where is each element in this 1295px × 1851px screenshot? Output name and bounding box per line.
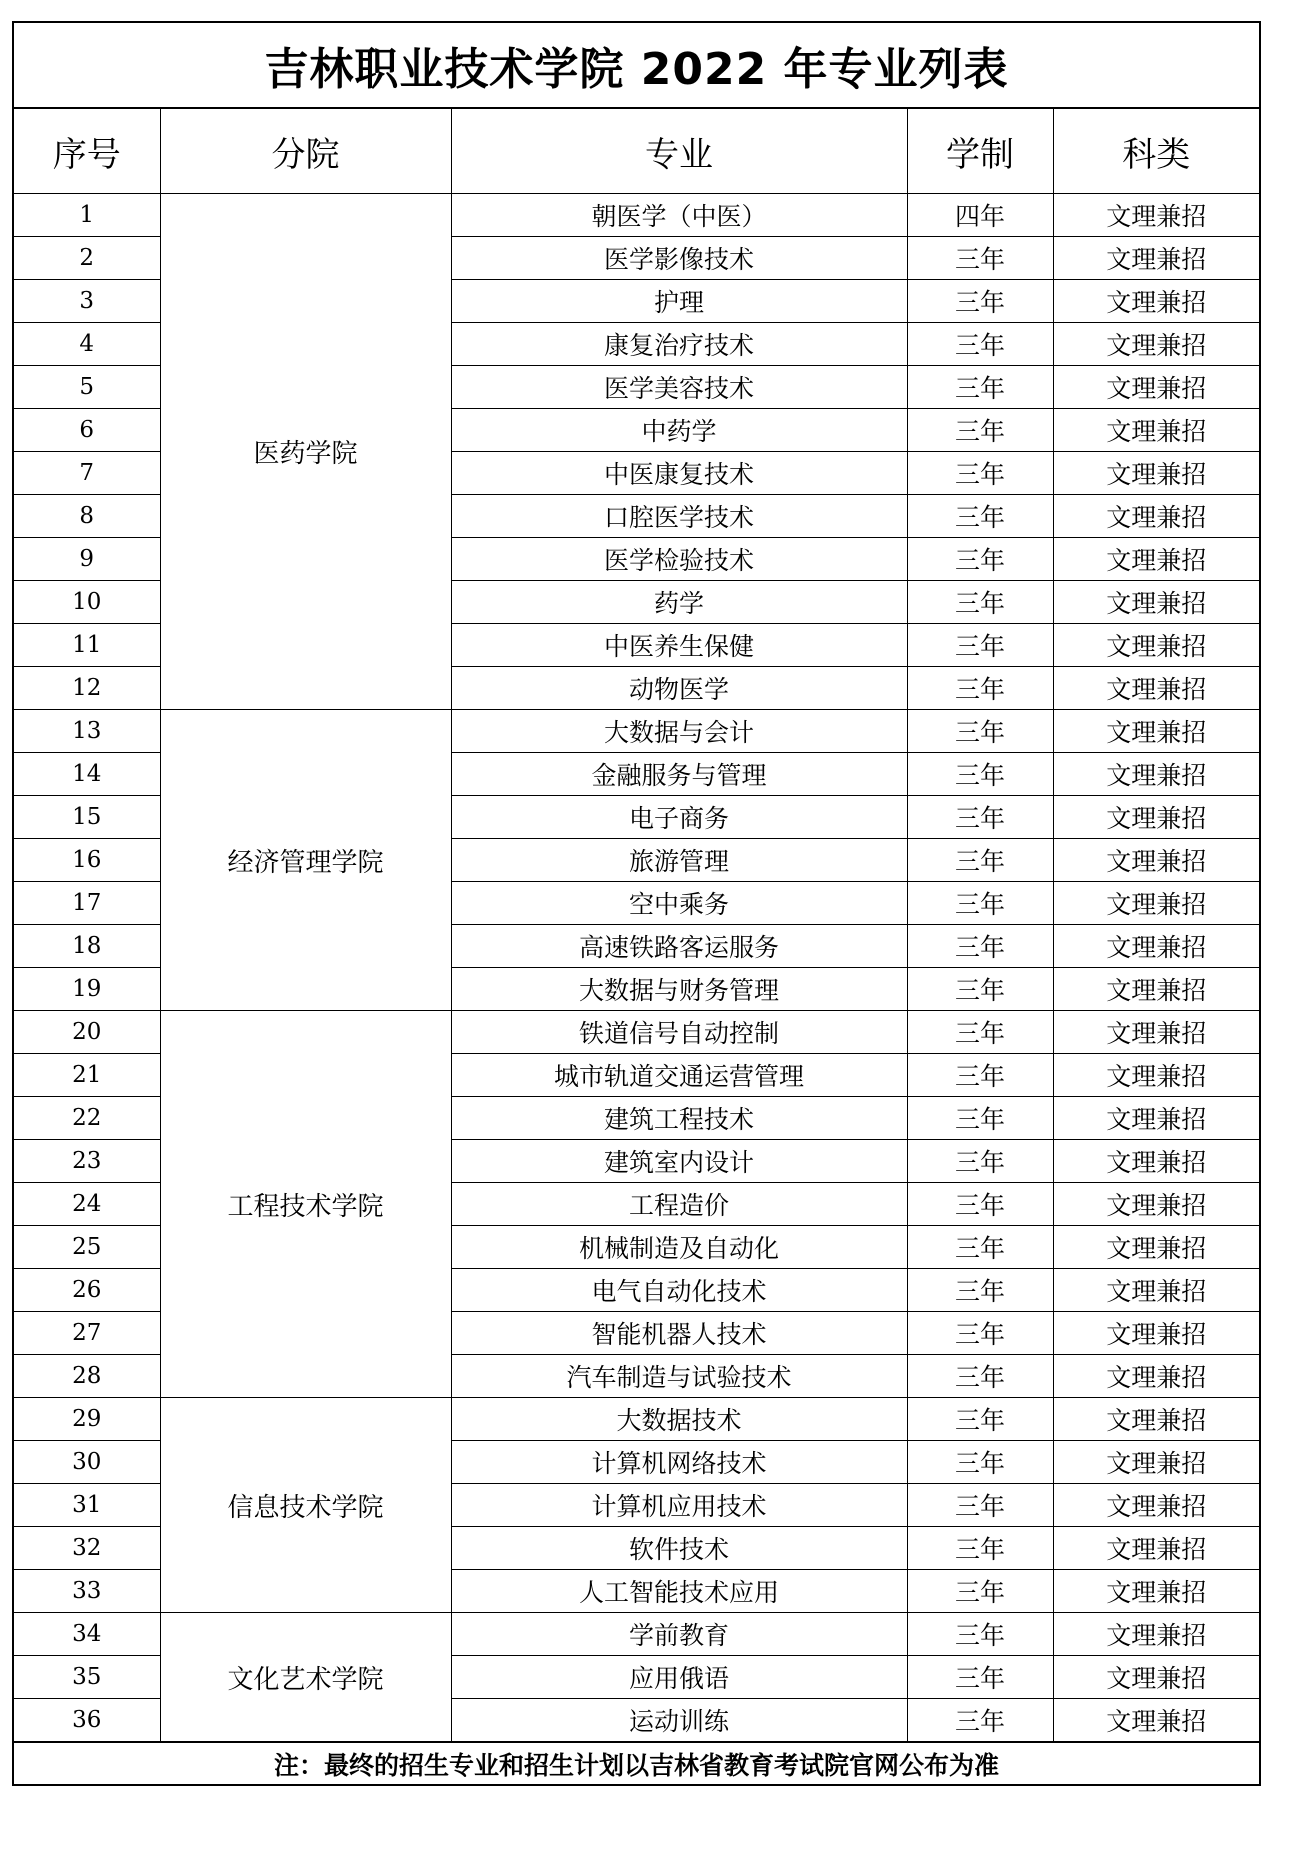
category: 文理兼招 <box>1053 409 1259 452</box>
major-name: 金融服务与管理 <box>451 753 907 796</box>
duration: 三年 <box>907 409 1053 452</box>
row-number: 27 <box>14 1312 160 1355</box>
category: 文理兼招 <box>1053 581 1259 624</box>
header-dept: 分院 <box>160 109 451 194</box>
department-name: 文化艺术学院 <box>160 1613 451 1742</box>
major-name: 学前教育 <box>451 1613 907 1656</box>
row-number: 29 <box>14 1398 160 1441</box>
major-name: 口腔医学技术 <box>451 495 907 538</box>
table-row <box>14 710 1259 753</box>
category: 文理兼招 <box>1053 1054 1259 1097</box>
row-number: 23 <box>14 1140 160 1183</box>
category: 文理兼招 <box>1053 1269 1259 1312</box>
major-name: 药学 <box>451 581 907 624</box>
row-number: 1 <box>14 194 160 237</box>
major-name: 软件技术 <box>451 1527 907 1570</box>
duration: 三年 <box>907 796 1053 839</box>
category: 文理兼招 <box>1053 1140 1259 1183</box>
major-name: 铁道信号自动控制 <box>451 1011 907 1054</box>
row-number: 25 <box>14 1226 160 1269</box>
row-number: 8 <box>14 495 160 538</box>
duration: 三年 <box>907 1355 1053 1398</box>
duration: 三年 <box>907 538 1053 581</box>
category: 文理兼招 <box>1053 1226 1259 1269</box>
duration: 三年 <box>907 667 1053 710</box>
major-name: 人工智能技术应用 <box>451 1570 907 1613</box>
department-name: 信息技术学院 <box>160 1398 451 1613</box>
category: 文理兼招 <box>1053 1699 1259 1742</box>
major-name: 大数据与会计 <box>451 710 907 753</box>
duration: 三年 <box>907 581 1053 624</box>
row-number: 26 <box>14 1269 160 1312</box>
row-number: 13 <box>14 710 160 753</box>
row-number: 18 <box>14 925 160 968</box>
row-number: 2 <box>14 237 160 280</box>
duration: 三年 <box>907 366 1053 409</box>
row-number: 6 <box>14 409 160 452</box>
duration: 三年 <box>907 1398 1053 1441</box>
category: 文理兼招 <box>1053 753 1259 796</box>
duration: 三年 <box>907 1699 1053 1742</box>
category: 文理兼招 <box>1053 1011 1259 1054</box>
row-number: 35 <box>14 1656 160 1699</box>
row-number: 3 <box>14 280 160 323</box>
major-name: 计算机网络技术 <box>451 1441 907 1484</box>
duration: 三年 <box>907 1312 1053 1355</box>
major-name: 空中乘务 <box>451 882 907 925</box>
major-name: 电子商务 <box>451 796 907 839</box>
row-number: 24 <box>14 1183 160 1226</box>
duration: 三年 <box>907 280 1053 323</box>
major-name: 计算机应用技术 <box>451 1484 907 1527</box>
duration: 三年 <box>907 968 1053 1011</box>
duration: 三年 <box>907 452 1053 495</box>
major-name: 建筑工程技术 <box>451 1097 907 1140</box>
row-number: 32 <box>14 1527 160 1570</box>
row-number: 15 <box>14 796 160 839</box>
major-name: 高速铁路客运服务 <box>451 925 907 968</box>
major-name: 中药学 <box>451 409 907 452</box>
category: 文理兼招 <box>1053 1613 1259 1656</box>
category: 文理兼招 <box>1053 925 1259 968</box>
major-name: 大数据技术 <box>451 1398 907 1441</box>
row-number: 21 <box>14 1054 160 1097</box>
table-body <box>14 194 1259 1742</box>
row-number: 7 <box>14 452 160 495</box>
major-name: 中医养生保健 <box>451 624 907 667</box>
major-name: 医学影像技术 <box>451 237 907 280</box>
category: 文理兼招 <box>1053 1183 1259 1226</box>
table-header-row <box>14 109 1259 194</box>
major-name: 康复治疗技术 <box>451 323 907 366</box>
duration: 三年 <box>907 495 1053 538</box>
category: 文理兼招 <box>1053 667 1259 710</box>
duration: 四年 <box>907 194 1053 237</box>
row-number: 9 <box>14 538 160 581</box>
duration: 三年 <box>907 1226 1053 1269</box>
header-category: 科类 <box>1053 109 1259 194</box>
duration: 三年 <box>907 1656 1053 1699</box>
major-name: 动物医学 <box>451 667 907 710</box>
table-row <box>14 194 1259 237</box>
row-number: 14 <box>14 753 160 796</box>
department-name: 工程技术学院 <box>160 1011 451 1398</box>
category: 文理兼招 <box>1053 1441 1259 1484</box>
major-name: 智能机器人技术 <box>451 1312 907 1355</box>
category: 文理兼招 <box>1053 1355 1259 1398</box>
row-number: 19 <box>14 968 160 1011</box>
category: 文理兼招 <box>1053 710 1259 753</box>
duration: 三年 <box>907 237 1053 280</box>
major-name: 工程造价 <box>451 1183 907 1226</box>
major-name: 中医康复技术 <box>451 452 907 495</box>
category: 文理兼招 <box>1053 323 1259 366</box>
table-row <box>14 1398 1259 1441</box>
category: 文理兼招 <box>1053 624 1259 667</box>
duration: 三年 <box>907 1097 1053 1140</box>
major-name: 朝医学（中医） <box>451 194 907 237</box>
major-name: 医学检验技术 <box>451 538 907 581</box>
major-name: 应用俄语 <box>451 1656 907 1699</box>
duration: 三年 <box>907 1484 1053 1527</box>
category: 文理兼招 <box>1053 495 1259 538</box>
category: 文理兼招 <box>1053 1570 1259 1613</box>
table-row <box>14 1613 1259 1656</box>
footer-note: 注：最终的招生专业和招生计划以吉林省教育考试院官网公布为准 <box>14 1742 1259 1784</box>
row-number: 10 <box>14 581 160 624</box>
duration: 三年 <box>907 839 1053 882</box>
category: 文理兼招 <box>1053 796 1259 839</box>
major-name: 电气自动化技术 <box>451 1269 907 1312</box>
category: 文理兼招 <box>1053 968 1259 1011</box>
category: 文理兼招 <box>1053 1398 1259 1441</box>
header-num: 序号 <box>14 109 160 194</box>
duration: 三年 <box>907 1183 1053 1226</box>
major-name: 医学美容技术 <box>451 366 907 409</box>
row-number: 20 <box>14 1011 160 1054</box>
majors-document <box>12 21 1261 1786</box>
row-number: 17 <box>14 882 160 925</box>
category: 文理兼招 <box>1053 1527 1259 1570</box>
major-name: 城市轨道交通运营管理 <box>451 1054 907 1097</box>
duration: 三年 <box>907 925 1053 968</box>
major-name: 护理 <box>451 280 907 323</box>
row-number: 5 <box>14 366 160 409</box>
major-name: 汽车制造与试验技术 <box>451 1355 907 1398</box>
major-name: 大数据与财务管理 <box>451 968 907 1011</box>
duration: 三年 <box>907 753 1053 796</box>
category: 文理兼招 <box>1053 1484 1259 1527</box>
duration: 三年 <box>907 624 1053 667</box>
majors-table <box>14 109 1259 1742</box>
row-number: 30 <box>14 1441 160 1484</box>
duration: 三年 <box>907 1269 1053 1312</box>
duration: 三年 <box>907 710 1053 753</box>
category: 文理兼招 <box>1053 237 1259 280</box>
page-title: 吉林职业技术学院 2022 年专业列表 <box>14 23 1259 109</box>
duration: 三年 <box>907 1140 1053 1183</box>
row-number: 16 <box>14 839 160 882</box>
department-name: 医药学院 <box>160 194 451 710</box>
table-row <box>14 1011 1259 1054</box>
category: 文理兼招 <box>1053 839 1259 882</box>
category: 文理兼招 <box>1053 882 1259 925</box>
major-name: 运动训练 <box>451 1699 907 1742</box>
row-number: 11 <box>14 624 160 667</box>
duration: 三年 <box>907 1570 1053 1613</box>
row-number: 33 <box>14 1570 160 1613</box>
row-number: 36 <box>14 1699 160 1742</box>
row-number: 22 <box>14 1097 160 1140</box>
header-duration: 学制 <box>907 109 1053 194</box>
department-name: 经济管理学院 <box>160 710 451 1011</box>
duration: 三年 <box>907 882 1053 925</box>
header-major: 专业 <box>451 109 907 194</box>
duration: 三年 <box>907 1613 1053 1656</box>
major-name: 旅游管理 <box>451 839 907 882</box>
category: 文理兼招 <box>1053 1656 1259 1699</box>
row-number: 34 <box>14 1613 160 1656</box>
major-name: 建筑室内设计 <box>451 1140 907 1183</box>
category: 文理兼招 <box>1053 538 1259 581</box>
category: 文理兼招 <box>1053 366 1259 409</box>
category: 文理兼招 <box>1053 1097 1259 1140</box>
category: 文理兼招 <box>1053 280 1259 323</box>
row-number: 12 <box>14 667 160 710</box>
duration: 三年 <box>907 1441 1053 1484</box>
category: 文理兼招 <box>1053 194 1259 237</box>
duration: 三年 <box>907 1054 1053 1097</box>
major-name: 机械制造及自动化 <box>451 1226 907 1269</box>
category: 文理兼招 <box>1053 1312 1259 1355</box>
row-number: 4 <box>14 323 160 366</box>
duration: 三年 <box>907 323 1053 366</box>
duration: 三年 <box>907 1011 1053 1054</box>
duration: 三年 <box>907 1527 1053 1570</box>
category: 文理兼招 <box>1053 452 1259 495</box>
row-number: 28 <box>14 1355 160 1398</box>
row-number: 31 <box>14 1484 160 1527</box>
